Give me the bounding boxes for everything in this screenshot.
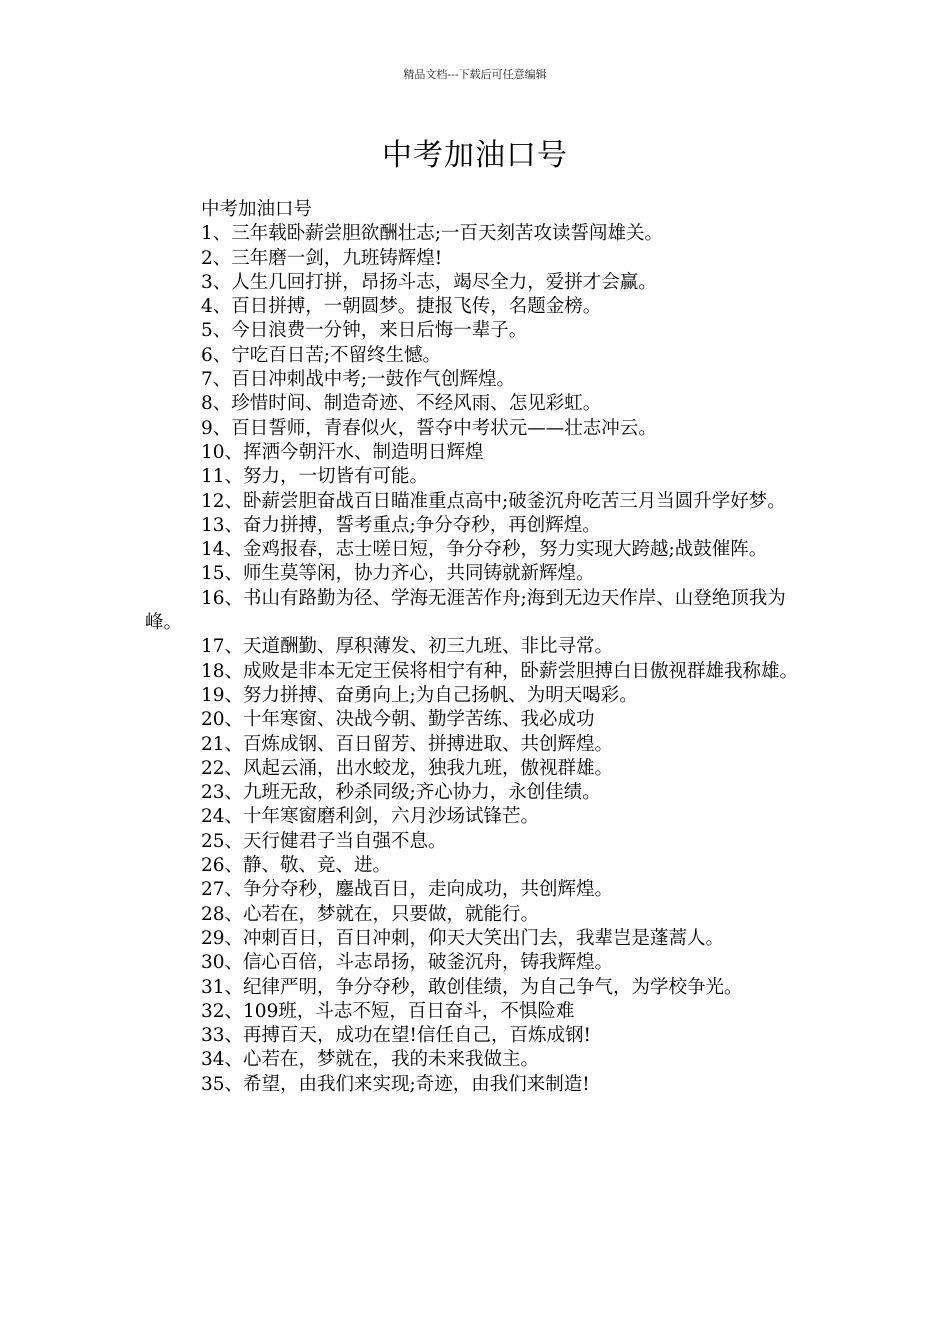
slogan-item: 11、努力，一切皆有可能。 bbox=[201, 466, 429, 488]
slogan-item: 27、争分夺秒，鏖战百日，走向成功，共创辉煌。 bbox=[201, 879, 614, 901]
slogan-item: 26、静、敬、竞、进。 bbox=[201, 855, 392, 877]
slogan-item: 25、天行健君子当自强不息。 bbox=[201, 830, 447, 852]
slogan-item: 12、卧薪尝胆奋战百日瞄准重点高中;破釜沉舟吃苦三月当圆升学好梦。 bbox=[201, 490, 786, 512]
slogan-item: 34、心若在，梦就在，我的未来我做主。 bbox=[201, 1049, 540, 1071]
slogan-item: 28、心若在，梦就在，只要做，就能行。 bbox=[201, 903, 540, 925]
slogan-item: 4、百日拼搏，一朝圆梦。捷报飞传，名题金榜。 bbox=[201, 296, 602, 318]
slogan-item: 18、成败是非本无定王侯将相宁有种，卧薪尝胆搏白日傲视群雄我称雄。 bbox=[201, 660, 799, 682]
page-header: 精品文档---下载后可任意编辑 bbox=[403, 68, 547, 81]
slogan-item: 2、三年磨一剑，九班铸辉煌! bbox=[201, 247, 443, 269]
slogan-item: 33、再搏百天，成功在望!信任自己，百炼成钢! bbox=[201, 1025, 591, 1047]
slogan-item: 3、人生几回打拼，昂扬斗志，竭尽全力，爱拼才会赢。 bbox=[201, 271, 657, 293]
slogan-item: 31、纪律严明，争分夺秒，敢创佳绩，为自己争气，为学校争光。 bbox=[201, 976, 743, 998]
slogan-item: 15、师生莫等闲，协力齐心，共同铸就新辉煌。 bbox=[201, 563, 595, 585]
slogan-item: 1、三年载卧薪尝胆欲酬壮志;一百天刻苦攻读誓闯雄关。 bbox=[201, 223, 664, 245]
slogan-item: 19、努力拼搏、奋勇向上;为自己扬帆、为明天喝彩。 bbox=[201, 684, 638, 706]
slogan-item: 24、十年寒窗磨利剑，六月沙场试锋芒。 bbox=[201, 806, 540, 828]
slogan-item: 20、十年寒窗、决战今朝、勤学苦练、我必成功 bbox=[201, 709, 595, 731]
slogan-item: 9、百日誓师，青春似火，誓夺中考状元——壮志冲云。 bbox=[201, 417, 657, 439]
slogan-item: 14、金鸡报春，志士嗟日短，争分夺秒，努力实现大跨越;战鼓催阵。 bbox=[201, 539, 768, 561]
slogan-item: 8、珍惜时间、制造奇迹、不经风雨、怎见彩虹。 bbox=[201, 393, 602, 415]
slogan-item: 5、今日浪费一分钟，来日后悔一辈子。 bbox=[201, 320, 528, 342]
slogan-item: 13、奋力拼搏，誓考重点;争分夺秒，再创辉煌。 bbox=[201, 514, 601, 536]
slogan-item: 22、风起云涌，出水蛟龙，独我九班，傲视群雄。 bbox=[201, 757, 614, 779]
slogan-item: 35、希望，由我们来实现;奇迹，由我们来制造! bbox=[201, 1073, 590, 1095]
slogan-item: 7、百日冲刺战中考;一鼓作气创辉煌。 bbox=[201, 369, 516, 391]
slogan-item: 30、信心百倍，斗志昂扬，破釜沉舟，铸我辉煌。 bbox=[201, 952, 614, 974]
slogan-item: 17、天道酬勤、厚积薄发、初三九班、非比寻常。 bbox=[201, 636, 614, 658]
slogan-item: 21、百炼成钢、百日留芳、拼搏进取、共创辉煌。 bbox=[201, 733, 614, 755]
slogan-item: 10、挥洒今朝汗水、制造明日辉煌 bbox=[201, 441, 484, 463]
document-title: 中考加油口号 bbox=[382, 138, 568, 173]
slogan-item: 6、宁吃百日苦;不留终生憾。 bbox=[201, 344, 442, 366]
slogan-item: 29、冲刺百日，百日冲刺，仰天大笑出门去，我辈岂是蓬蒿人。 bbox=[201, 927, 725, 949]
slogan-item: 16、书山有路勤为径、学海无涯苦作舟;海到无边天作岸、山登绝顶我为峰。 bbox=[145, 587, 786, 634]
section-subtitle: 中考加油口号 bbox=[201, 199, 313, 220]
slogan-item: 32、109班，斗志不短，百日奋斗，不惧险难 bbox=[201, 1000, 575, 1022]
document-body bbox=[145, 198, 817, 1097]
slogan-item: 23、九班无敌，秒杀同级;齐心协力，永创佳绩。 bbox=[201, 782, 601, 804]
